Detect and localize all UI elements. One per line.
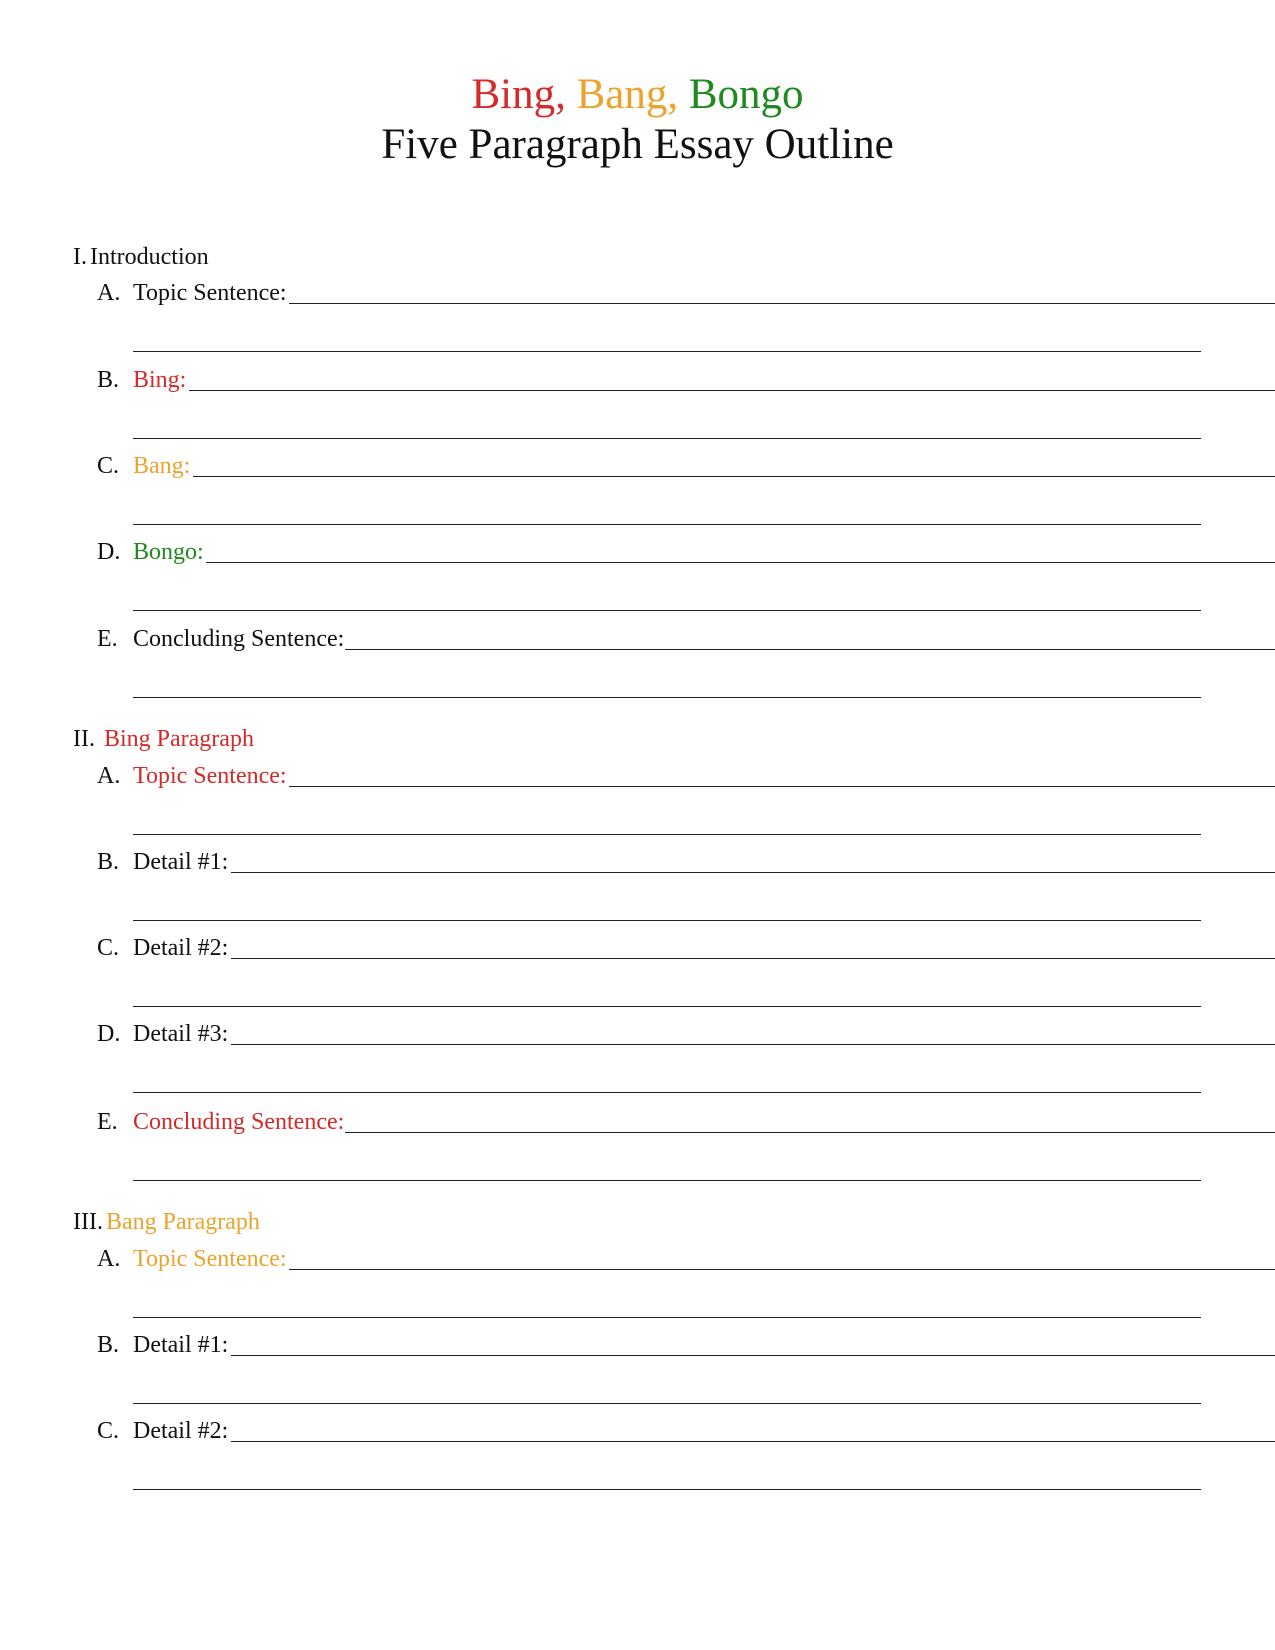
item-label: Concluding Sentence: bbox=[133, 1109, 345, 1135]
write-line[interactable] bbox=[289, 786, 1275, 787]
outline-item-intro-topic bbox=[97, 279, 1197, 309]
title-word-bing: Bing, bbox=[471, 71, 566, 118]
section-bang-paragraph-heading bbox=[73, 1208, 260, 1236]
item-letter: B. bbox=[97, 849, 120, 875]
outline-item-bing-detail-1 bbox=[97, 848, 1197, 878]
write-line-continuation[interactable] bbox=[133, 920, 1201, 921]
write-line[interactable] bbox=[231, 1441, 1275, 1442]
write-line-continuation[interactable] bbox=[133, 1006, 1201, 1007]
write-line-continuation[interactable] bbox=[133, 1317, 1201, 1318]
write-line-continuation[interactable] bbox=[133, 834, 1201, 835]
write-line-continuation[interactable] bbox=[133, 438, 1201, 439]
section-numeral: III. bbox=[73, 1209, 103, 1235]
item-letter: A. bbox=[97, 280, 121, 306]
item-label: Detail #2: bbox=[133, 1418, 229, 1444]
item-label: Concluding Sentence: bbox=[133, 626, 345, 652]
outline-item-intro-concluding bbox=[97, 625, 1197, 655]
write-line[interactable] bbox=[193, 476, 1275, 477]
item-letter: C. bbox=[97, 1418, 120, 1444]
write-line[interactable] bbox=[231, 1044, 1275, 1045]
item-label: Detail #2: bbox=[133, 935, 229, 961]
write-line-continuation[interactable] bbox=[133, 1180, 1201, 1181]
page-title: Five Paragraph Essay Outline bbox=[381, 121, 894, 168]
write-line[interactable] bbox=[231, 872, 1275, 873]
write-line-continuation[interactable] bbox=[133, 1403, 1201, 1404]
write-line-continuation[interactable] bbox=[133, 351, 1201, 352]
outline-item-bang-detail-2 bbox=[97, 1417, 1197, 1447]
section-title: Introduction bbox=[90, 244, 209, 270]
item-label: Bing: bbox=[133, 367, 187, 393]
section-introduction-heading bbox=[73, 243, 209, 271]
item-letter: A. bbox=[97, 763, 121, 789]
title-word-bang: Bang, bbox=[576, 71, 679, 118]
title-colored-line bbox=[0, 70, 1275, 120]
outline-item-bing-concluding bbox=[97, 1108, 1197, 1138]
item-label: Topic Sentence: bbox=[133, 763, 287, 789]
write-line[interactable] bbox=[289, 303, 1275, 304]
outline-item-bing-topic bbox=[97, 762, 1197, 792]
item-label: Detail #3: bbox=[133, 1021, 229, 1047]
write-line[interactable] bbox=[289, 1269, 1275, 1270]
item-letter: E. bbox=[97, 626, 118, 652]
outline-item-bing-detail-2 bbox=[97, 934, 1197, 964]
section-numeral: I. bbox=[73, 244, 87, 270]
item-label: Bongo: bbox=[133, 539, 204, 565]
section-numeral: II. bbox=[73, 726, 95, 752]
write-line[interactable] bbox=[345, 649, 1275, 650]
item-letter: A. bbox=[97, 1246, 121, 1272]
item-letter: D. bbox=[97, 1021, 121, 1047]
item-label: Detail #1: bbox=[133, 849, 229, 875]
item-label: Topic Sentence: bbox=[133, 280, 287, 306]
section-title: Bang Paragraph bbox=[105, 1209, 260, 1235]
outline-item-bang-detail-1 bbox=[97, 1331, 1197, 1361]
item-letter: D. bbox=[97, 539, 121, 565]
write-line-continuation[interactable] bbox=[133, 697, 1201, 698]
write-line[interactable] bbox=[345, 1132, 1275, 1133]
item-label: Topic Sentence: bbox=[133, 1246, 287, 1272]
section-title: Bing Paragraph bbox=[103, 726, 254, 752]
section-bing-paragraph-heading bbox=[73, 725, 254, 753]
write-line[interactable] bbox=[231, 1355, 1275, 1356]
title-word-bongo: Bongo bbox=[688, 71, 804, 118]
item-letter: E. bbox=[97, 1109, 118, 1135]
write-line-continuation[interactable] bbox=[133, 1489, 1201, 1490]
item-letter: C. bbox=[97, 935, 120, 961]
write-line-continuation[interactable] bbox=[133, 524, 1201, 525]
write-line-continuation[interactable] bbox=[133, 610, 1201, 611]
item-letter: B. bbox=[97, 1332, 120, 1358]
outline-item-intro-bongo bbox=[97, 538, 1197, 568]
write-line[interactable] bbox=[231, 958, 1275, 959]
write-line[interactable] bbox=[189, 390, 1275, 391]
outline-item-bang-topic bbox=[97, 1245, 1197, 1275]
outline-item-intro-bing bbox=[97, 366, 1197, 396]
item-letter: C. bbox=[97, 453, 120, 479]
item-label: Detail #1: bbox=[133, 1332, 229, 1358]
item-letter: B. bbox=[97, 367, 120, 393]
write-line-continuation[interactable] bbox=[133, 1092, 1201, 1093]
item-label: Bang: bbox=[133, 453, 191, 479]
outline-item-intro-bang bbox=[97, 452, 1197, 482]
outline-item-bing-detail-3 bbox=[97, 1020, 1197, 1050]
write-line[interactable] bbox=[206, 562, 1275, 563]
title-block bbox=[0, 70, 1275, 170]
